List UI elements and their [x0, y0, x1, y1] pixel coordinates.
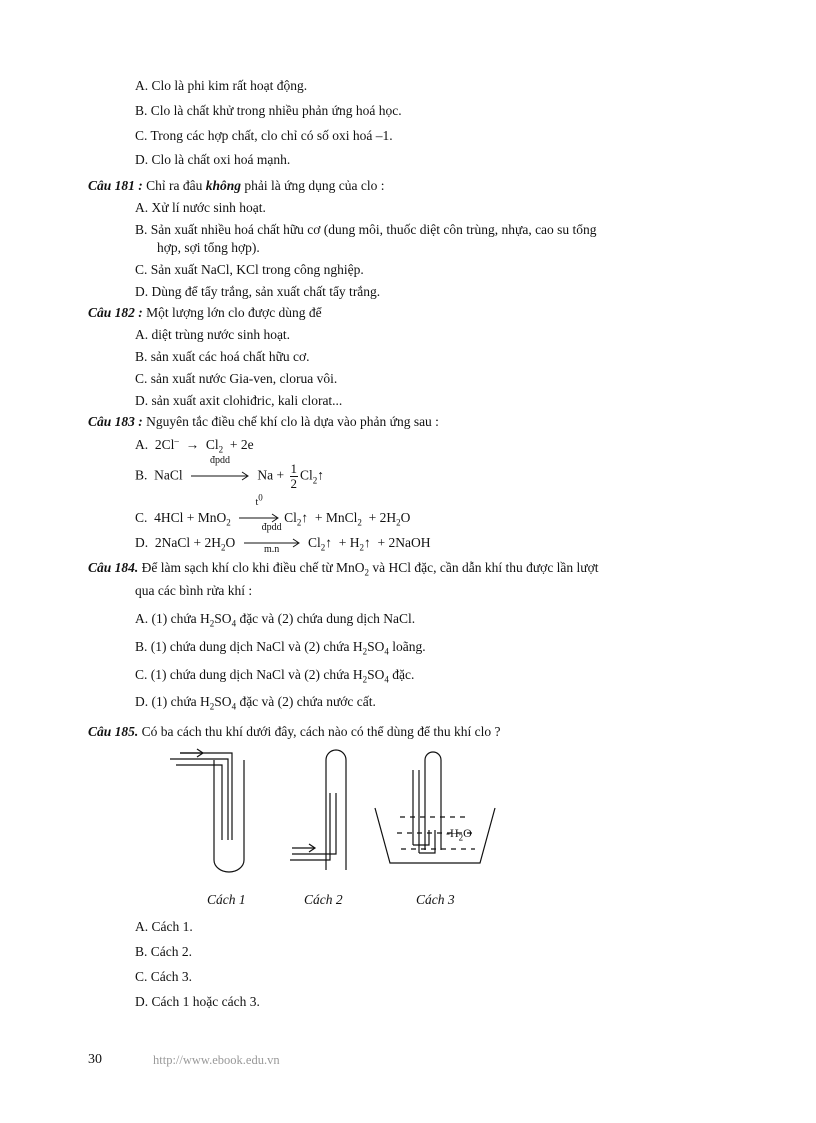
- q183-d-arrow-top: đpdd: [261, 521, 282, 533]
- q183-c-p3-sub: 2: [396, 517, 401, 528]
- q181-option-a: A. Xử lí nước sinh hoạt.: [135, 200, 266, 215]
- water-label: $-H_2O$: [446, 826, 472, 843]
- q183-c-p2: + MnCl: [314, 510, 358, 525]
- q183-c-p1: Cl: [284, 510, 297, 525]
- q180-option-a: A. Clo là phi kim rất hoạt động.: [135, 78, 308, 93]
- q183-c-lhs-sub: 2: [226, 517, 231, 528]
- q180-option-b: B. Clo là chất khử trong nhiều phản ứng hoá học.: [135, 103, 402, 118]
- q183-a-arrow: →: [185, 437, 200, 452]
- q183-c-p1-sub: 2: [296, 517, 302, 528]
- q184-header: [88, 560, 599, 576]
- q183-d-lhs-end: O: [225, 535, 236, 550]
- q180-option-d: D. Clo là chất oxi hoá mạnh.: [135, 152, 291, 167]
- q184-option-a: A. (1) chứa $H_2SO_4$ đặc và (2) chứa dung dịch NaCl.: [135, 611, 416, 629]
- q182-option-a: A. diệt trùng nước sinh hoạt.: [135, 327, 291, 342]
- q183-c-letter: C.: [135, 510, 148, 525]
- q183-b-fraction: [290, 462, 299, 491]
- q183-label: Câu 183 :: [88, 414, 143, 429]
- q180-option-c: C. Trong các hợp chất, clo chỉ có số oxi hoá –1.: [135, 128, 393, 143]
- q183-d-letter: D.: [135, 535, 149, 550]
- footer-url[interactable]: http://www.ebook.edu.vn: [153, 1053, 280, 1067]
- q185-label: Câu 185.: [88, 724, 139, 739]
- q183-b-rhs2: Cl: [300, 467, 313, 483]
- q183-option-d: [135, 521, 431, 555]
- q183-d-lhs-sub: 2: [220, 542, 226, 553]
- q183-d-lhs: 2NaCl + 2H: [154, 535, 221, 550]
- q183-d-p2-sub: 2: [359, 542, 364, 553]
- q184-label: Câu 184.: [88, 560, 139, 575]
- q183-d-p2: + H: [338, 535, 360, 550]
- right-arrow-icon: [190, 471, 250, 481]
- q181-label: Câu 181 :: [88, 178, 143, 193]
- q183-a-lhs: 2Cl: [154, 437, 175, 452]
- q185-option-c: C. Cách 3.: [135, 969, 192, 984]
- q183-d-arrow-bottom: m.n: [263, 543, 280, 555]
- q183-c-arrow-label: $t^0$: [255, 492, 263, 508]
- q183-a-tail: + 2e: [229, 437, 254, 452]
- q183-b-arrow: [190, 454, 250, 485]
- q182-label: Câu 182 :: [88, 305, 143, 320]
- q183-a-rhs-sub: 2: [218, 444, 224, 455]
- q184-text1-end: và HCl đặc, cần dẫn khí thu được lần lượt: [369, 560, 599, 575]
- q183-c-p3: + 2H: [368, 510, 397, 525]
- q184-text1: Để làm sạch khí clo khi điều chế từ MnO: [138, 560, 365, 575]
- q183-c-p2-sub: 2: [357, 517, 362, 528]
- q183-d-p3: + 2NaOH: [377, 535, 431, 550]
- gas-collection-diagram: [170, 745, 510, 880]
- q181-option-c: C. Sản xuất NaCl, KCl trong công nghiệp.: [135, 262, 364, 277]
- q184-option-c: C. (1) chứa dung dịch NaCl và (2) chứa $H_2SO_4$ đặc.: [135, 667, 415, 685]
- q185-option-d: D. Cách 1 hoặc cách 3.: [135, 994, 260, 1009]
- q183-a-rhs: Cl: [205, 437, 219, 452]
- q183-d-p1: Cl: [307, 535, 321, 550]
- q183-c-lhs: 4HCl + MnO: [154, 510, 227, 525]
- q184-option-b: B. (1) chứa dung dịch NaCl và (2) chứa $H_2SO_4$ loãng.: [135, 639, 426, 657]
- q181-text-after: phải là ứng dụng của clo :: [241, 178, 385, 193]
- q181-option-b-cont: hợp, sợi tổng hợp).: [157, 240, 260, 255]
- q185-option-b: B. Cách 2.: [135, 944, 192, 959]
- q183-a-letter: A.: [135, 437, 149, 452]
- q185-text: Có ba cách thu khí dưới đây, cách nào có thể dùng để thu khí clo ?: [138, 724, 501, 739]
- q182-option-d: D. sản xuất axit clohiđric, kali clorat...: [135, 393, 343, 408]
- q182-option-c: C. sản xuất nước Gia-ven, clorua vôi.: [135, 371, 338, 386]
- gas-up-icon: ↑: [301, 510, 309, 525]
- caption-method-3: Cách 3: [416, 892, 455, 907]
- q183-text: Nguyên tắc điều chế khí clo là dựa vào phản ứng sau :: [142, 414, 439, 429]
- q182-option-b: B. sản xuất các hoá chất hữu cơ.: [135, 349, 310, 364]
- q185-option-a: A. Cách 1.: [135, 919, 193, 934]
- q185-header: [88, 724, 501, 740]
- q183-d-p1-sub: 2: [320, 542, 326, 553]
- q181-option-b: B. Sản xuất nhiều hoá chất hữu cơ (dung môi, thuốc diệt côn trùng, nhựa, cao su tổng: [135, 222, 597, 237]
- page-number: 30: [88, 1052, 102, 1067]
- q184-text1-sub: 2: [364, 567, 370, 578]
- q183-option-b: [135, 454, 325, 491]
- q182-text: Một lượng lớn clo được dùng để: [142, 305, 322, 320]
- q183-option-a: [135, 437, 254, 453]
- q183-c-p3-end: O: [400, 510, 411, 525]
- caption-method-2: Cách 2: [304, 892, 343, 907]
- q183-a-lhs-sup: –: [174, 435, 179, 446]
- q183-b-letter: B.: [135, 467, 148, 483]
- q183-header: [88, 414, 439, 430]
- q183-b-lhs: NaCl: [154, 467, 183, 483]
- q183-b-rhs2-sub: 2: [312, 475, 318, 486]
- q184-header-cont: qua các bình rửa khí :: [135, 583, 253, 598]
- method-3-apparatus: [375, 752, 495, 863]
- q183-b-arrow-label: đpdd: [210, 454, 231, 466]
- caption-method-1: Cách 1: [207, 892, 246, 907]
- q181-option-d: D. Dùng để tẩy trắng, sản xuất chất tẩy trắng.: [135, 284, 381, 299]
- gas-up-icon: ↑: [364, 535, 371, 550]
- method-1-apparatus: [170, 749, 244, 872]
- q184-option-d: D. (1) chứa $H_2SO_4$ đặc và (2) chứa nước cất.: [135, 694, 376, 712]
- q183-b-frac-num: 1: [290, 461, 297, 476]
- q182-header: [88, 305, 322, 321]
- q181-text-before: Chỉ ra đâu: [142, 178, 206, 193]
- gas-up-icon: ↑: [317, 467, 325, 483]
- q183-b-rhs1: Na +: [257, 467, 285, 483]
- method-2-apparatus: [290, 750, 346, 870]
- q181-header: [88, 178, 384, 194]
- q183-b-frac-den: 2: [290, 476, 297, 491]
- q183-d-arrow: [243, 521, 301, 555]
- q181-keyword: không: [205, 178, 242, 193]
- gas-up-icon: ↑: [325, 535, 332, 550]
